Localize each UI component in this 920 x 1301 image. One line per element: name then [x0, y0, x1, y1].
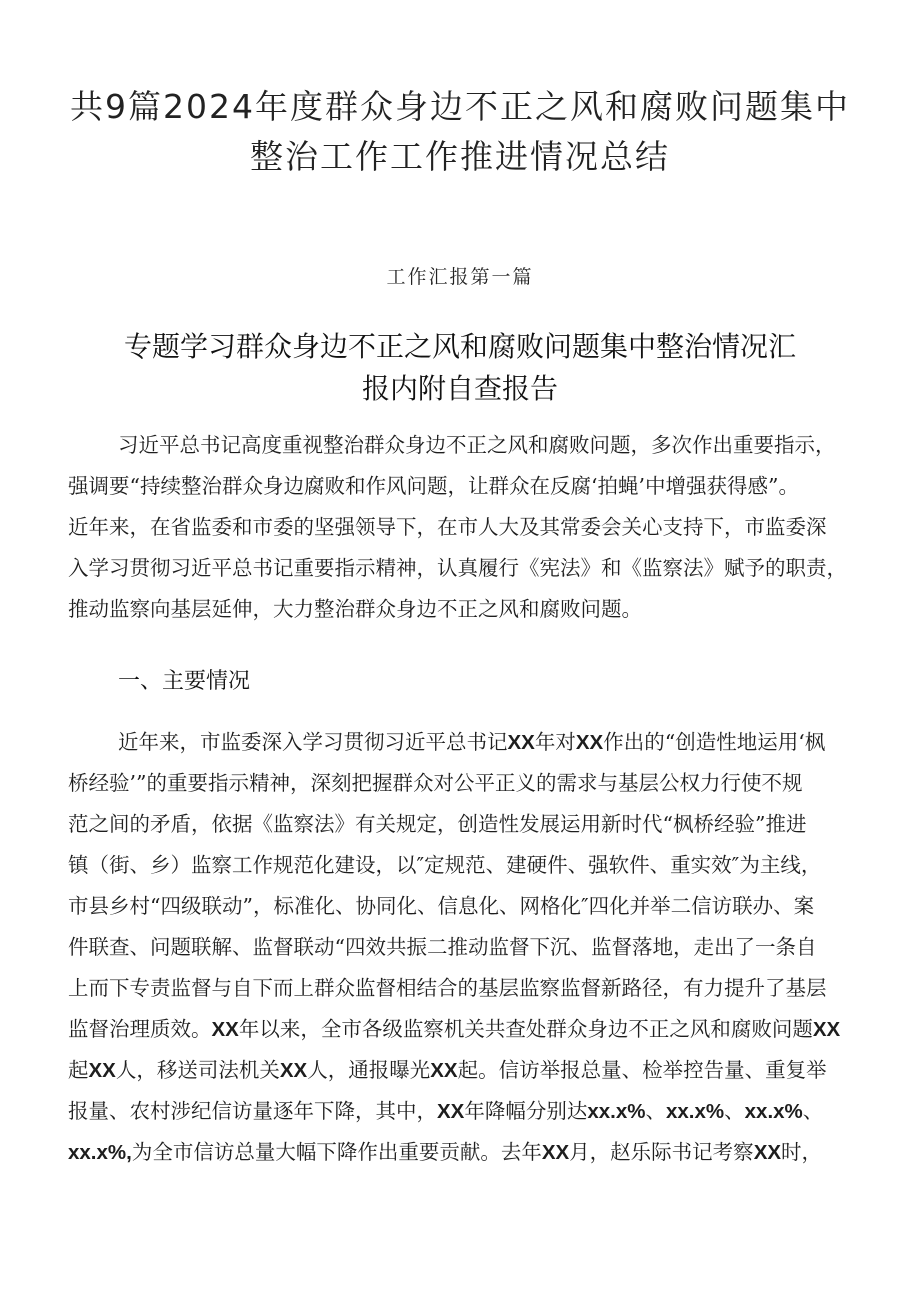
document-title-line-1: 共9篇2024年度群众身边不正之风和腐败问题集中: [70, 87, 850, 126]
body-line: 近年来，市监委深入学习贯彻习近平总书记XX年对XX作出的“创造性地运用‘枫: [118, 730, 826, 754]
section-subtitle: 工作汇报第一篇: [386, 266, 534, 288]
body-line: 件联查、问题联解、监督联动“四效共振二推动监督下沉、监督落地，走出了一条自: [68, 935, 817, 959]
body-line: 范之间的矛盾，依据《监察法》有关规定，创造性发展运用新时代“枫桥经验”推进: [68, 812, 807, 836]
intro-paragraph: [68, 425, 858, 630]
body-line: 报量、农村涉纪信访量逐年下降，其中，XX年降幅分别达xx.x%、xx.x%、xx.x%、: [68, 1099, 824, 1123]
document-title: [60, 82, 860, 182]
body-line: 市县乡村“四级联动”，标准化、协同化、信息化、网格化″四化并举二信访联办、案: [68, 894, 815, 918]
body-line: 监督治理质效。XX年以来，全市各级监察机关共查处群众身边不正之风和腐败问题XX: [68, 1017, 841, 1041]
intro-line: 强调要“持续整治群众身边腐败和作风问题，让群众在反腐‘拍蝇’中增强获得感”。: [68, 474, 799, 498]
article-title-line-1: 专题学习群众身边不正之风和腐败问题集中整治情况汇: [123, 330, 796, 363]
intro-line: 近年来，在省监委和市委的坚强领导下，在市人大及其常委会关心支持下，市监委深: [68, 515, 827, 539]
section-heading-main-situation: 一、主要情况: [118, 669, 251, 694]
body-line: 上而下专责监督与自下而上群众监督相结合的基层监察监督新路径，有力提升了基层: [68, 976, 827, 1000]
body-line: 镇（街、乡）监察工作规范化建设，以″定规范、建硬件、强软件、重实效″为主线，: [68, 853, 822, 877]
body-line: xx.x%,为全市信访总量大幅下降作出重要贡献。去年XX月，赵乐际书记考察XX时，: [68, 1140, 823, 1164]
intro-line: 推动监察向基层延伸，大力整治群众身边不正之风和腐败问题。: [68, 597, 642, 621]
article-title-line-2: 报内附自查报告: [361, 372, 558, 405]
document-title-line-2: 整治工作工作推进情况总结: [250, 137, 670, 176]
body-line: 桥经验’”的重要指示精神，深刻把握群众对公平正义的需求与基层公权力行使不规: [68, 771, 803, 795]
article-title: [60, 326, 860, 410]
intro-line: 习近平总书记高度重视整治群众身边不正之风和腐败问题，多次作出重要指示，: [118, 433, 836, 457]
intro-line: 入学习贯彻习近平总书记重要指示精神，认真履行《宪法》和《监察法》赋予的职责，: [68, 556, 847, 580]
body-line: 起XX人，移送司法机关XX人，通报曝光XX起。信访举报总量、检举控告量、重复举: [68, 1058, 827, 1082]
body-paragraph: [68, 722, 858, 1173]
